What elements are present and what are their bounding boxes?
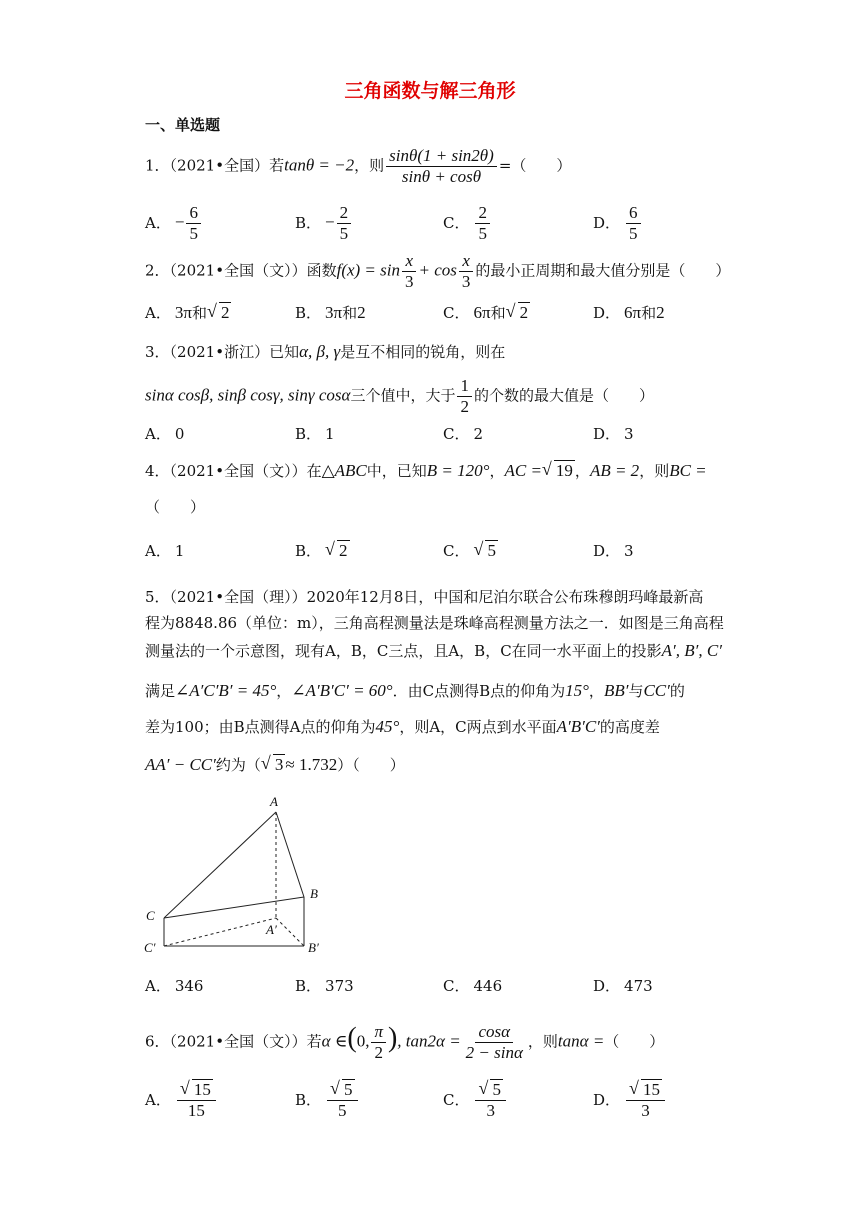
sqrt-expression [478, 1080, 503, 1100]
math-expression: AC = [504, 461, 542, 480]
question-text: ， [574, 462, 590, 480]
option-value: 473 [624, 977, 653, 995]
fraction [186, 203, 201, 244]
option-a[interactable] [145, 540, 184, 561]
option-value: 346 [174, 977, 204, 995]
denominator: 2 [460, 397, 469, 416]
question-3-cont [145, 376, 654, 417]
numerator [626, 1080, 665, 1101]
question-text: 函数 [306, 261, 337, 280]
option-d[interactable] [593, 423, 634, 444]
option-text: 和 [342, 304, 358, 322]
question-source: （2021•全国（文）） [169, 462, 307, 480]
option-a[interactable] [145, 423, 184, 444]
label-C-prime: C′ [144, 940, 156, 955]
question-source: （2021•全国） [169, 156, 270, 175]
numerator: sinθ(1 + sin2θ) [386, 146, 497, 167]
math-expression: ∠A′B′C′ = 60° [291, 681, 393, 700]
question-4-paren: （ ） [145, 498, 206, 516]
question-4 [145, 460, 707, 482]
denominator: 5 [338, 1101, 347, 1120]
option-label: C． [443, 425, 470, 443]
math-expression: A′, B′, C′ [661, 641, 722, 660]
denominator: 2 [374, 1043, 383, 1062]
question-source: （2021•全国（文）） [169, 261, 307, 280]
option-value: 3π [325, 303, 343, 322]
math-expression: α ∈ [321, 1031, 348, 1051]
math-expression: f(x) = sin [336, 260, 400, 280]
sqrt-expression [325, 541, 350, 561]
question-text: ，则 [527, 1032, 558, 1051]
denominator: 5 [339, 224, 349, 243]
denominator: 3 [641, 1101, 650, 1120]
option-value: 3 [624, 425, 634, 443]
radicand: 15 [193, 1080, 211, 1099]
option-value: 6π [473, 303, 491, 322]
denominator: 2 − sinα [465, 1043, 523, 1062]
denominator: sinθ + cosθ [401, 167, 482, 186]
question-text: 的 [669, 682, 685, 700]
question-text: 2020年12月8日，中国和尼泊尔联合公布珠穆朗玛峰最新高 [306, 588, 704, 606]
math-expression: A′B′C′ [556, 717, 600, 736]
option-label: D． [593, 304, 621, 322]
numerator [327, 1080, 358, 1101]
option-label: B． [295, 1090, 322, 1109]
question-5-line-4 [145, 680, 685, 702]
option-value: 1 [325, 425, 335, 443]
question-5-line-2: 程为8848.86（单位：m），三角高程测量法是珠峰高程测量方法之一．如图是三角高程 [145, 614, 724, 632]
option-label: A． [145, 213, 171, 232]
sqrt-expression [330, 1080, 355, 1100]
option-label: D． [593, 213, 621, 232]
fraction [475, 1080, 506, 1121]
fraction [402, 251, 417, 292]
numerator: 1 [457, 376, 472, 397]
question-text: 已知 [269, 343, 300, 361]
edge-C-B [164, 897, 304, 918]
question-text: ，则 [639, 462, 670, 480]
math-expression: BC = [669, 461, 707, 480]
option-value: 373 [325, 977, 354, 995]
denominator: 5 [189, 224, 198, 243]
numerator: 2 [337, 203, 352, 224]
question-text: ， [276, 682, 292, 700]
fraction [386, 146, 497, 187]
numerator: 6 [186, 203, 201, 224]
numerator: 6 [626, 203, 641, 224]
option-label: D． [593, 977, 621, 995]
question-text: ， [489, 462, 505, 480]
option-label: C． [443, 1090, 470, 1109]
option-label: D． [593, 425, 621, 443]
option-value: 3π [174, 303, 192, 322]
sqrt-expression [506, 303, 531, 323]
question-text: 的高度差 [599, 718, 660, 736]
radicand: 2 [519, 303, 529, 322]
question-text: 满足 [145, 682, 176, 700]
question-text: 是互不相同的锐角，则在 [340, 343, 506, 361]
label-A: A [270, 794, 278, 809]
section-heading: 一、单选题 [145, 116, 221, 134]
question-text: 中，已知 [366, 462, 427, 480]
denominator: 3 [461, 272, 471, 291]
option-value: 446 [473, 977, 503, 995]
option-b[interactable] [295, 1080, 360, 1121]
radicand: 3 [274, 755, 284, 774]
question-5-line-3 [145, 640, 722, 662]
option-c[interactable] [443, 302, 530, 323]
numerator: x [459, 251, 473, 272]
sqrt-expression [207, 303, 232, 323]
option-label: B． [295, 425, 322, 443]
numerator: 2 [475, 203, 490, 224]
option-sign: − [325, 212, 335, 232]
page-title: 三角函数与解三角形 [344, 80, 516, 102]
option-value: 1 [174, 542, 185, 560]
label-A-prime: A′ [266, 922, 277, 937]
label-B: B [310, 886, 318, 901]
label-B-prime: B′ [308, 940, 319, 955]
math-expression: tanα = [557, 1031, 605, 1051]
fraction [457, 376, 472, 417]
fraction [177, 1080, 216, 1121]
option-b[interactable] [295, 540, 350, 561]
option-text: 和 [490, 304, 506, 322]
option-text: 和 [191, 304, 207, 322]
math-expression: α, β, γ [299, 342, 341, 361]
question-text: ， [588, 682, 604, 700]
question-text: 若 [269, 156, 285, 175]
question-5-line-6 [145, 754, 405, 776]
option-c[interactable] [443, 423, 483, 444]
question-text: ，则A，C两点到水平面 [399, 718, 557, 736]
question-text: 的个数的最大值是（ ） [473, 386, 654, 405]
numerator [475, 1080, 506, 1101]
option-b[interactable] [295, 203, 353, 244]
question-number: 4． [145, 462, 170, 480]
question-1 [145, 146, 571, 187]
question-text: 与 [628, 682, 644, 700]
denominator: 3 [405, 272, 414, 291]
fraction [626, 203, 641, 244]
option-label: A． [145, 1090, 171, 1109]
question-number: 5． [145, 588, 170, 606]
option-d[interactable] [593, 203, 643, 244]
sqrt-expression [542, 460, 575, 482]
edge-Ap-Bp [276, 918, 304, 946]
math-expression: AA′ − CC′ [145, 755, 216, 774]
denominator: 3 [486, 1101, 495, 1120]
option-label: A． [145, 542, 171, 560]
option-label: D． [593, 542, 621, 560]
fraction [371, 1022, 386, 1063]
option-a[interactable] [145, 302, 231, 323]
denominator: 5 [629, 224, 638, 243]
question-2 [145, 251, 730, 292]
question-5-line-5 [145, 716, 660, 738]
denominator: 5 [478, 224, 487, 243]
option-a[interactable] [145, 203, 203, 244]
paren-left: ( [347, 1022, 357, 1054]
fraction [463, 1022, 526, 1063]
option-value: 2 [656, 303, 665, 322]
sqrt-expression [261, 754, 286, 776]
option-value: 3 [624, 542, 634, 560]
option-c[interactable] [443, 1080, 508, 1121]
option-label: C． [443, 213, 470, 232]
question-text: ．由C点测得B点的仰角为 [392, 682, 566, 700]
triangulation-figure [140, 792, 340, 962]
radicand: 5 [492, 1080, 501, 1099]
option-a[interactable] [145, 1080, 218, 1121]
question-text: =（ ） [498, 156, 572, 175]
option-label: C． [443, 977, 470, 995]
option-a[interactable] [145, 975, 203, 996]
math-expression: CC′ [643, 681, 670, 700]
math-expression: ≈ 1.732 [285, 755, 338, 774]
radicand: 15 [643, 1080, 661, 1099]
question-3 [145, 341, 505, 363]
numerator [177, 1080, 216, 1101]
paren-right: ) [387, 1022, 398, 1054]
math-expression: △ABC [321, 461, 367, 480]
numerator: cosα [475, 1022, 513, 1043]
question-text: 测量法的一个示意图，现有A，B，C三点，且A，B，C在同一水平面上的投影 [145, 642, 662, 660]
math-expression: , tan2α = [397, 1031, 461, 1051]
option-value: 0 [174, 425, 185, 443]
edge-Cp-Ap [164, 918, 276, 946]
question-6 [145, 1022, 664, 1063]
option-d[interactable] [593, 540, 634, 561]
question-text: ）（ ） [337, 756, 405, 774]
question-text: 差为100；由B点测得A点的仰角为 [145, 718, 376, 736]
option-value: 2 [357, 303, 366, 322]
question-number: 1． [145, 156, 170, 175]
option-c[interactable] [443, 540, 498, 561]
option-text: 和 [641, 304, 657, 322]
option-label: C． [443, 304, 470, 322]
question-source: （2021•全国（文）） [169, 1032, 307, 1051]
numerator: π [371, 1022, 386, 1043]
option-value: 2 [473, 425, 484, 443]
math-expression: 15° [565, 681, 589, 700]
option-value: 6π [624, 303, 642, 322]
question-text: 若 [306, 1032, 322, 1051]
math-expression: tanθ = −2 [284, 155, 355, 175]
radicand: 2 [339, 541, 348, 560]
option-c[interactable] [443, 975, 502, 996]
math-expression: B = 120° [426, 461, 490, 480]
radicand: 5 [344, 1080, 353, 1099]
option-label: A． [145, 304, 171, 322]
math-expression: ∠A′C′B′ = 45° [175, 681, 277, 700]
denominator: 15 [187, 1101, 205, 1120]
question-text: （ ） [604, 1032, 665, 1051]
option-c[interactable] [443, 203, 492, 244]
option-label: B． [295, 542, 322, 560]
question-text: ，则 [354, 156, 385, 175]
option-b[interactable] [295, 302, 366, 323]
option-label: B． [295, 213, 322, 232]
fraction [337, 203, 352, 244]
option-b[interactable] [295, 975, 354, 996]
fraction [459, 251, 474, 292]
option-d[interactable] [593, 1080, 667, 1121]
option-label: B． [295, 977, 322, 995]
edge-A-B [276, 812, 304, 897]
math-expression: sinα cosβ, sinβ cosγ, sinγ cosα [145, 385, 351, 405]
radicand: 5 [487, 541, 496, 560]
radicand: 2 [220, 303, 230, 322]
math-expression: + cos [418, 260, 457, 280]
label-C: C [146, 908, 155, 923]
option-b[interactable] [295, 423, 335, 444]
option-label: C． [443, 542, 470, 560]
question-source: （2021•全国（理）） [169, 588, 307, 606]
question-text: 在 [306, 462, 322, 480]
sqrt-expression [629, 1080, 662, 1100]
option-label: A． [145, 977, 171, 995]
question-text: 的最小正周期和最大值分别是（ ） [475, 261, 731, 280]
fraction [626, 1080, 665, 1121]
question-number: 2． [145, 261, 170, 280]
question-5 [145, 586, 703, 608]
option-label: A． [145, 425, 171, 443]
math-expression: 0, [356, 1031, 370, 1051]
option-d[interactable] [593, 975, 653, 996]
numerator: x [402, 251, 416, 272]
math-expression: AB = 2 [589, 461, 640, 480]
sqrt-expression [180, 1080, 213, 1100]
fraction [327, 1080, 358, 1121]
question-number: 6． [145, 1032, 170, 1051]
question-text: 三个值中，大于 [350, 386, 456, 405]
math-expression: BB′ [603, 681, 629, 700]
option-d[interactable] [593, 302, 665, 323]
radicand: 19 [555, 461, 573, 480]
math-expression: 45° [375, 717, 400, 736]
option-label: D． [593, 1090, 621, 1109]
question-text: 约为（ [215, 756, 261, 774]
question-source: （2021•浙江） [169, 343, 270, 361]
option-sign: − [174, 212, 185, 232]
sqrt-expression [473, 541, 498, 561]
edge-C-A [164, 812, 276, 918]
fraction [475, 203, 490, 244]
question-number: 3． [145, 343, 170, 361]
option-label: B． [295, 304, 322, 322]
